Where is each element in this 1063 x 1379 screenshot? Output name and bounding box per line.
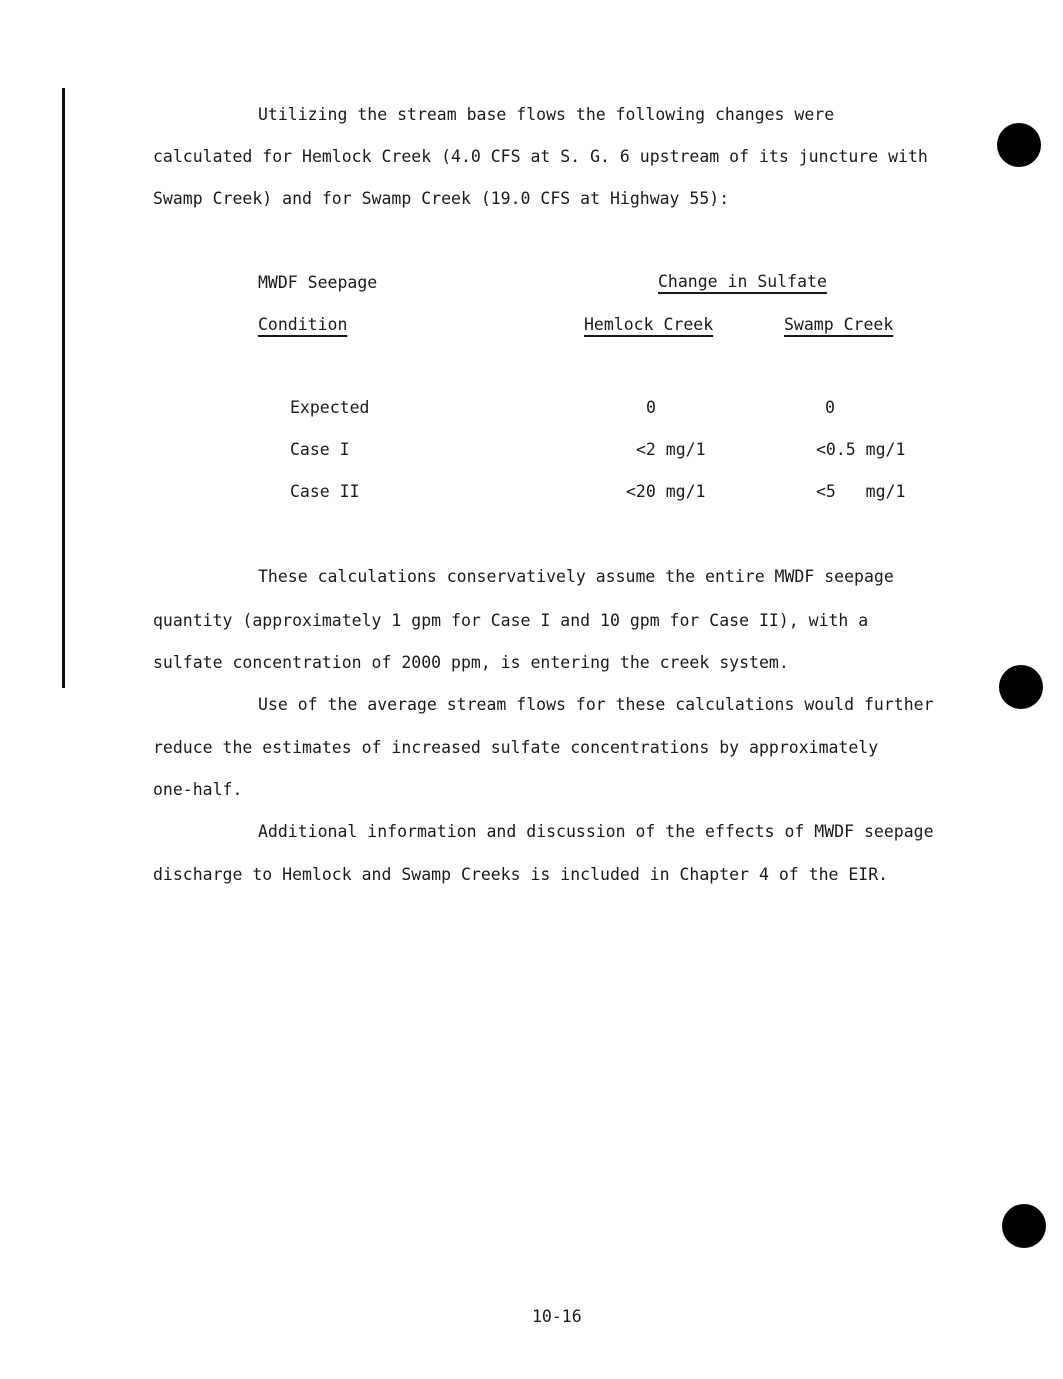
hemlock-header: Hemlock Creek — [584, 315, 714, 334]
body-line: Use of the average stream flows for these calculations would further — [258, 695, 934, 714]
table-cell-hemlock: <20 mg/1 — [626, 482, 706, 501]
punch-hole — [999, 665, 1043, 709]
body-line: one-half. — [153, 780, 243, 799]
table-cell-hemlock: <2 mg/1 — [636, 440, 706, 459]
body-line: These calculations conservatively assume the entire MWDF seepage — [258, 567, 894, 586]
body-line: quantity (approximately 1 gpm for Case I and 10 gpm for Case II), with a — [153, 611, 869, 630]
body-line: reduce the estimates of increased sulfate concentrations by approximately — [153, 738, 879, 757]
intro-line: Swamp Creek) and for Swamp Creek (19.0 CFS at Highway 55): — [153, 189, 730, 208]
table-row-condition: Expected — [290, 398, 370, 417]
table-cell-hemlock: 0 — [646, 398, 656, 417]
page-number: 10-16 — [532, 1307, 582, 1326]
body-line: sulfate concentration of 2000 ppm, is entering the creek system. — [153, 653, 789, 672]
intro-line: calculated for Hemlock Creek (4.0 CFS at S. G. 6 upstream of its juncture with — [153, 147, 928, 166]
condition-header: Condition — [258, 315, 348, 334]
revision-bar — [62, 88, 65, 688]
body-line: discharge to Hemlock and Swamp Creeks is included in Chapter 4 of the EIR. — [153, 865, 889, 884]
condition-header: MWDF Seepage — [258, 273, 378, 292]
table-cell-swamp: <5 mg/1 — [816, 482, 906, 501]
table-cell-swamp: <0.5 mg/1 — [816, 440, 906, 459]
table-row-condition: Case II — [290, 482, 360, 501]
body-line: Additional information and discussion of the effects of MWDF seepage — [258, 822, 934, 841]
intro-line: Utilizing the stream base flows the following changes were — [258, 105, 835, 124]
table-cell-swamp: 0 — [825, 398, 835, 417]
group-header: Change in Sulfate — [658, 272, 827, 291]
punch-hole — [1002, 1204, 1046, 1248]
swamp-header: Swamp Creek — [784, 315, 894, 334]
table-row-condition: Case I — [290, 440, 350, 459]
punch-hole — [997, 123, 1041, 167]
